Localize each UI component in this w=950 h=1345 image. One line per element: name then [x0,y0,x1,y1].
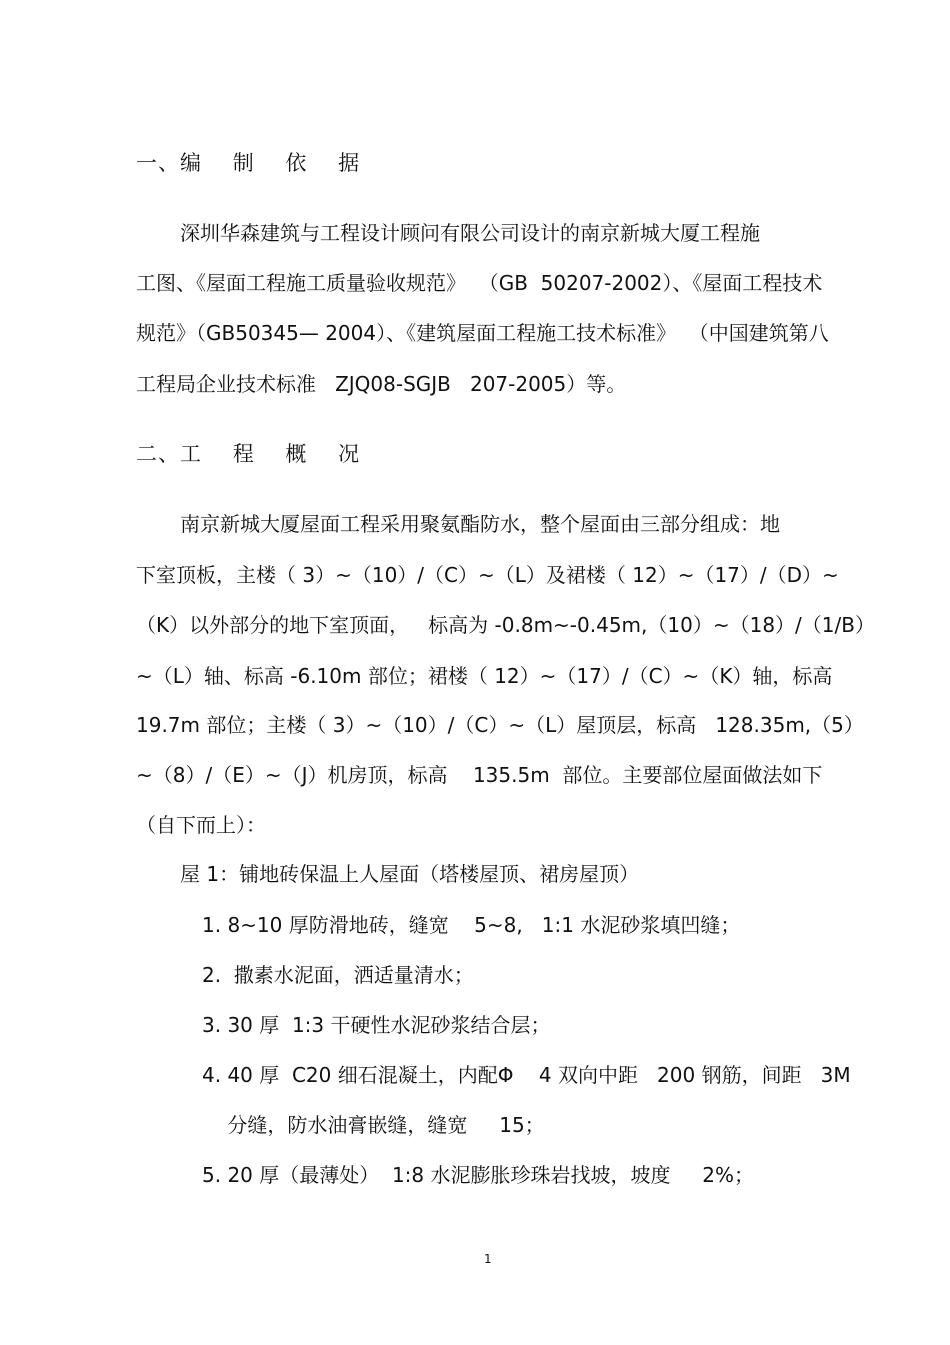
page-number: 1 [484,1252,492,1266]
paragraph-line: 深圳华森建筑与工程设计顾问有限公司设计的南京新城大厦工程施 [180,221,760,245]
paragraph-line: 规范》（GB50345— 2004）、《建筑屋面工程施工技术标准》 （中国建筑第八 [136,321,829,345]
paragraph-line: ~（8）/（E）~（J）机房顶，标高 135.5m 部位。主要部位屋面做法如下 [136,763,823,787]
roof1-title: 屋 1：铺地砖保温上人屋面（塔楼屋顶、裙房屋顶） [180,862,640,886]
list-item: 3. 30 厚 1:3 干硬性水泥砂浆结合层； [202,1013,551,1037]
paragraph-line: 19.7m 部位；主楼（ 3）~（10）/（C）~（L）屋顶层，标高 128.35m,（5） [136,713,864,737]
list-item: 4. 40 厚 C20 细石混凝土，内配Φ 4 双向中距 200 钢筋，间距 3M [202,1063,851,1087]
list-item: 5. 20 厚（最薄处） 1:8 水泥膨胀珍珠岩找坡，坡度 2%； [202,1163,755,1187]
list-item: 2. 撒素水泥面，洒适量清水； [202,963,474,987]
paragraph-line: （自下而上）： [136,813,266,837]
paragraph-line: 南京新城大厦屋面工程采用聚氨酯防水，整个屋面由三部分组成：地 [180,512,780,536]
paragraph-line: 下室顶板，主楼（ 3）~（10）/（C）~（L）及裙楼（ 12）~（17）/（D）~ [136,563,839,587]
list-item-continuation: 分缝，防水油膏嵌缝，缝宽 15； [202,1113,545,1137]
section-heading-overview: 二、工 程 概 况 [136,442,361,466]
paragraph-line: 工程局企业技术标准 ZJQ08-SGJB 207-2005）等。 [136,372,627,396]
paragraph-line: 工图、《屋面工程施工质量验收规范》 （GB 50207-2002）、《屋面工程技术 [136,271,823,295]
list-item: 1. 8~10 厚防滑地砖，缝宽 5~8, 1:1 水泥砂浆填凹缝； [202,913,741,937]
section-heading-basis: 一、编 制 依 据 [136,151,361,175]
paragraph-line: ~（L）轴、标高 -6.10m 部位；裙楼（ 12）~（17）/（C）~（K）轴，标高 [136,664,833,688]
paragraph-line: （K）以外部分的地下室顶面， 标高为 -0.8m~-0.45m,（10）~（18）/（1/B） [136,613,875,637]
